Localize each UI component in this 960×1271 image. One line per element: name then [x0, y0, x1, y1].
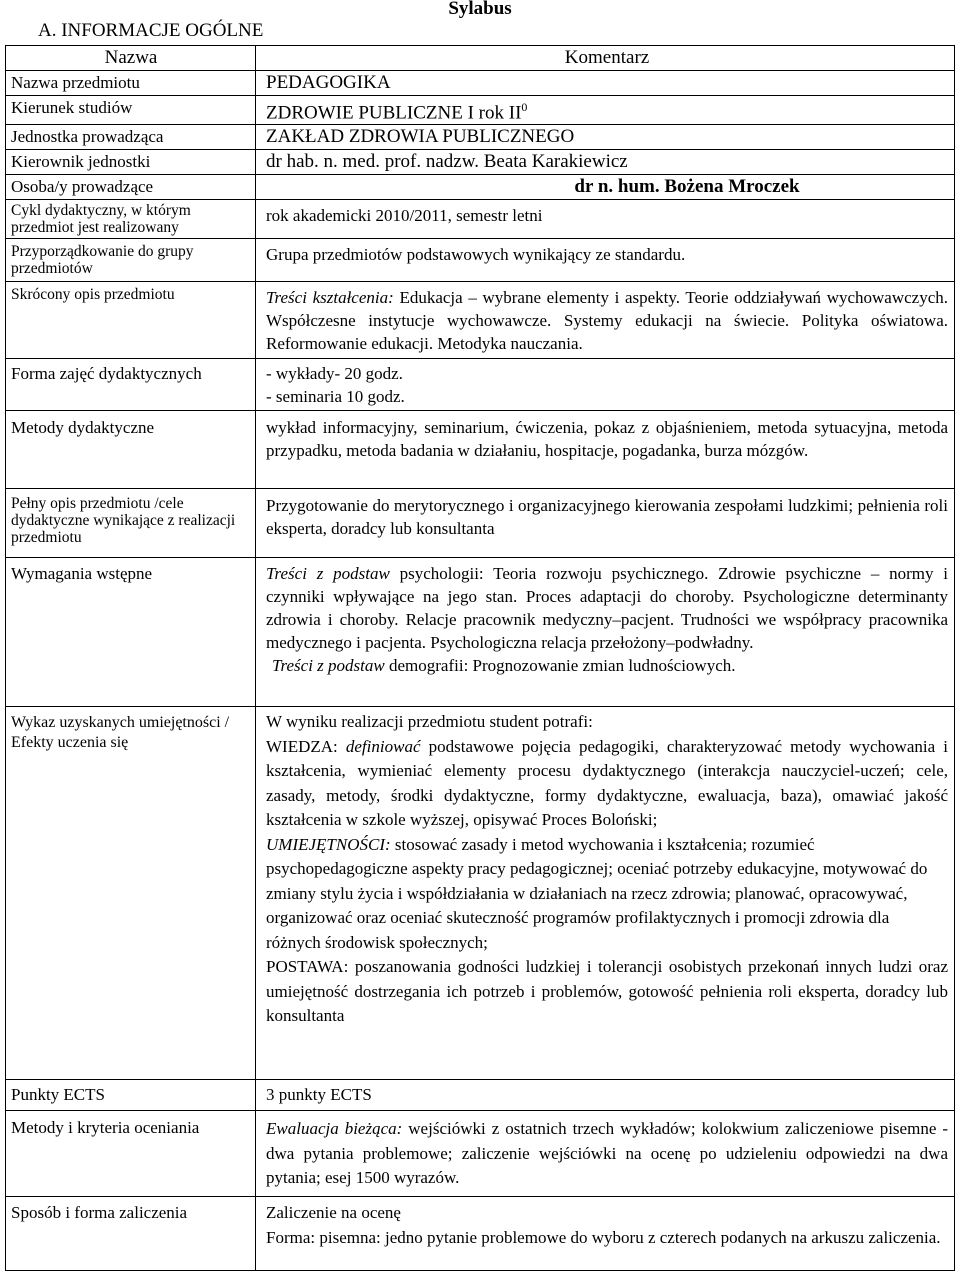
outcomes-knowledge-verb: definiować [345, 736, 421, 756]
value-field [256, 96, 955, 125]
row-prerequisites [6, 558, 955, 707]
outcomes-knowledge-text: podstawowe pojęcia pedagogiki, charakteryzować metody wychowania i kształcenia, wymieniać elementy procesu dydaktycznego (interakcja nauczyciel-uczeń; cele, zasady, metody, środki dydaktyczne, formy dydaktyczne, ewaluacja, baza), omawiać jakość kształcenia w szkole wyższej, opisywać Proces Boloński; [266, 736, 948, 830]
credit-form: Forma: pisemna: jedno pytanie problemowe do wyboru z czterech podanych na arkuszu zaliczenia. [266, 1227, 941, 1247]
prerequisites-text-2: demografii: Prognozowanie zmian ludnościowych. [388, 656, 736, 676]
row-head [6, 150, 955, 175]
value-head: dr hab. n. med. prof. nadzw. Beata Karakiewicz [256, 150, 955, 175]
row-forms [6, 359, 955, 411]
prerequisites-demography [266, 654, 948, 677]
value-full-description: Przygotowanie do merytorycznego i organizacyjnego kierowania zespołami ludzkimi; pełnienia roli eksperta, doradcy lub konsultanta [256, 489, 955, 558]
outcomes-skills-lead: UMIEJĘTNOŚCI: [266, 834, 391, 854]
outcomes-attitude-lead: POSTAWA: [266, 957, 349, 977]
label-prerequisites: Wymagania wstępne [6, 558, 256, 707]
section-title: A. INFORMACJE OGÓLNE [38, 20, 264, 41]
label-full-description: Pełny opis przedmiotu /cele dydaktyczne wynikające z realizacji przedmiotu [6, 489, 256, 558]
label-teacher: Osoba/y prowadzące [6, 175, 256, 200]
outcomes-knowledge-lead: WIEDZA: [266, 736, 338, 756]
row-short-description [6, 282, 955, 359]
label-methods: Metody dydaktyczne [6, 411, 256, 489]
table-header-row [6, 46, 955, 71]
label-learning-outcomes: Wykaz uzyskanych umiejętności / Efekty uczenia się [6, 707, 256, 1080]
row-group [6, 239, 955, 282]
label-field: Kierunek studiów [6, 96, 256, 125]
value-teacher: dr n. hum. Bożena Mroczek [256, 175, 955, 200]
prerequisites-text-1: psychologii: Teoria rozwoju psychicznego. Zdrowie psychiczne – normy i czynniki wpływające na jego stan. Proces adaptacji do choroby. Psychologiczne determinanty zdrowia i choroby. Relacje pracownik medyczny–pacjent. Trudności we współpracy pracownika medycznego i pacjenta. Psychologiczna relacja przełożony–podwładny. [266, 564, 948, 653]
assessment-text: wejściówki z ostatnich trzech wykładów; kolokwium zaliczeniowe pisemne - dwa pytania problemowe; zaliczenie wejściówki na ocenę po udzieleniu odpowiedzi na dwa pytania; esej 1500 wyrazów. [266, 1119, 949, 1188]
assessment-lead: Ewaluacja bieżąca: [266, 1119, 403, 1139]
row-methods [6, 411, 955, 489]
label-assessment: Metody i kryteria oceniania [6, 1111, 256, 1197]
label-short-description: Skrócony opis przedmiotu [6, 282, 256, 359]
value-cycle: rok akademicki 2010/2011, semestr letni [256, 200, 955, 239]
row-cycle [6, 200, 955, 239]
value-learning-outcomes [256, 707, 955, 1080]
row-credit [6, 1197, 955, 1271]
label-credit: Sposób i forma zaliczenia [6, 1197, 256, 1271]
prerequisites-psychology [266, 562, 948, 654]
label-unit: Jednostka prowadząca [6, 125, 256, 150]
forms-seminar: - seminaria 10 godz. [266, 387, 405, 407]
row-unit [6, 125, 955, 150]
value-ects: 3 punkty ECTS [256, 1080, 955, 1111]
label-forms: Forma zajęć dydaktycznych [6, 359, 256, 411]
label-cycle: Cykl dydaktyczny, w którym przedmiot jest realizowany [6, 200, 256, 239]
credit-type: Zaliczenie na ocenę [266, 1203, 401, 1223]
outcomes-skills [266, 833, 948, 956]
outcomes-attitude [266, 955, 948, 1029]
row-ects [6, 1080, 955, 1111]
short-description-lead: Treści kształcenia: [266, 288, 394, 308]
value-group: Grupa przedmiotów podstawowych wynikający ze standardu. [256, 239, 955, 282]
value-assessment [256, 1111, 955, 1197]
row-field [6, 96, 955, 125]
forms-lecture: - wykłady- 20 godz. [266, 364, 403, 384]
value-credit [256, 1197, 955, 1271]
row-learning-outcomes [6, 707, 955, 1080]
outcomes-skills-text: stosować zasady i metod wychowania i kształcenia; rozumieć psychopedagogiczne aspekty pracy pedagogicznej; oceniać potrzeby edukacyjne, motywować do zmiany stylu życia i współdziałania w działaniach na rzecz zdrowia; planować, opracowywać, organizować oraz oceniać skuteczność programów profilaktycznych i promocji zdrowia dla różnych środowisk społecznych; [266, 834, 928, 952]
header-comment: Komentarz [256, 46, 955, 71]
value-unit: ZAKŁAD ZDROWIA PUBLICZNEGO [256, 125, 955, 150]
label-course-name: Nazwa przedmiotu [6, 71, 256, 96]
page-title: Sylabus [448, 0, 512, 19]
value-forms [256, 359, 955, 411]
label-group: Przyporządkowanie do grupy przedmiotów [6, 239, 256, 282]
outcomes-intro: W wyniku realizacji przedmiotu student potrafi: [266, 712, 593, 732]
label-head: Kierownik jednostki [6, 150, 256, 175]
value-course-name: PEDAGOGIKA [256, 71, 955, 96]
value-field-sup: 0 [521, 100, 528, 114]
row-course-name [6, 71, 955, 96]
prerequisites-lead-1: Treści z podstaw [266, 564, 390, 584]
row-assessment [6, 1111, 955, 1197]
short-description-text: Edukacja – wybrane elementy i aspekty. Teorie oddziaływań wychowawczych. Współczesne instytucje wychowawcze. Systemy edukacji na świecie. Polityka oświatowa. Reformowanie edukacji. Metodyka nauczania. [266, 288, 948, 354]
prerequisites-lead-2: Treści z podstaw [272, 656, 385, 676]
syllabus-table [5, 45, 955, 1271]
row-teacher [6, 175, 955, 200]
header-name: Nazwa [6, 46, 256, 71]
value-short-description [256, 282, 955, 359]
label-ects: Punkty ECTS [6, 1080, 256, 1111]
outcomes-knowledge [266, 735, 948, 833]
value-prerequisites [256, 558, 955, 707]
value-methods: wykład informacyjny, seminarium, ćwiczenia, pokaz z objaśnieniem, metoda sytuacyjna, metoda przypadku, metoda badania w działaniu, hospitacje, pogadanka, burza mózgów. [256, 411, 955, 489]
value-field-text: ZDROWIE PUBLICZNE I rok II [266, 102, 522, 124]
row-full-description [6, 489, 955, 558]
outcomes-attitude-text: poszanowania godności ludzkiej i tolerancji osobistych przekonań innych ludzi oraz umiejętność dostrzegania ich potrzeb i problemów, gotowość pełnienia roli eksperta, doradcy lub konsultanta [266, 957, 948, 1026]
